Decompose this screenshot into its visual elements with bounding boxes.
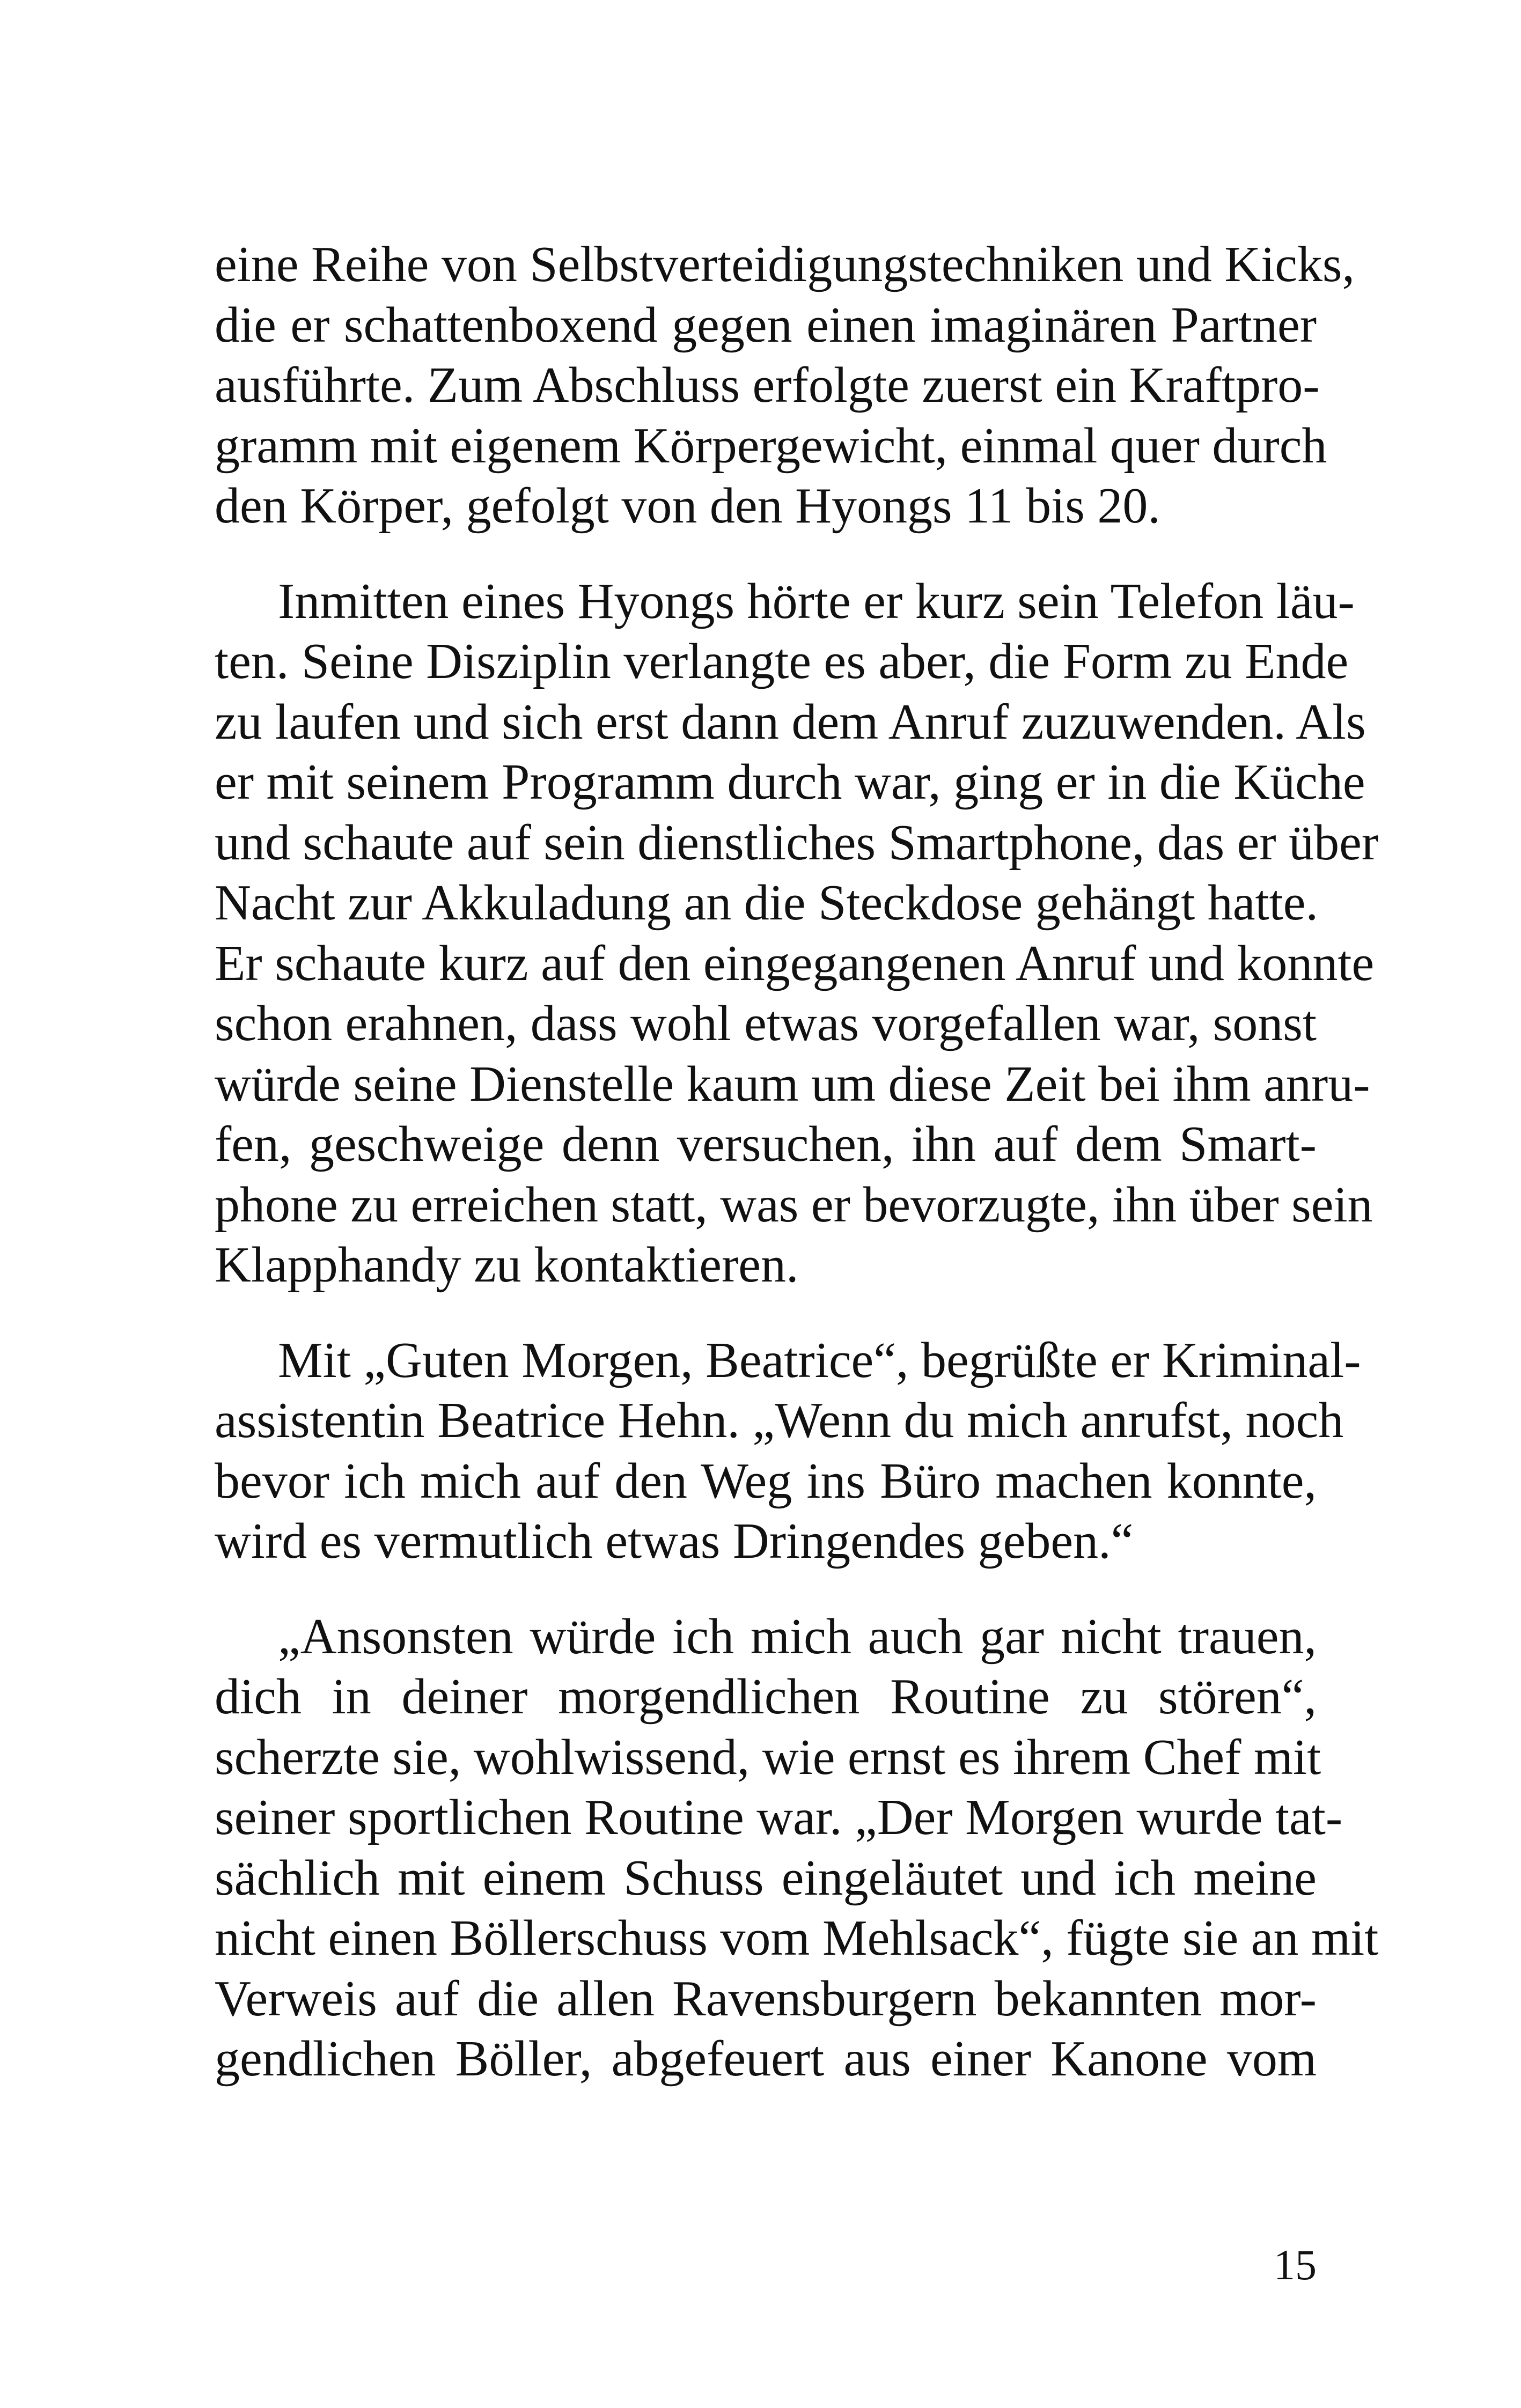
text-line: assistentin Beatrice Hehn. „Wenn du mich anrufst, noch (215, 1393, 1344, 1448)
text-line: Mit „Guten Morgen, Beatrice“, begrüßte er Kriminal- (278, 1332, 1361, 1388)
text-line: die er schattenboxend gegen einen imaginären Partner (215, 297, 1317, 353)
body-text (215, 234, 1379, 2124)
text-line: ten. Seine Disziplin verlangte es aber, die Form zu Ende (215, 634, 1349, 689)
text-line: scherzte sie, wohlwissend, wie ernst es ihrem Chef mit (215, 1729, 1321, 1785)
paragraph-4 (215, 1607, 1379, 2089)
text-line: seiner sportlichen Routine war. „Der Morgen wurde tat- (215, 1790, 1343, 1845)
text-line: dich in deiner morgendlichen Routine zu stören“, (215, 1669, 1317, 1725)
paragraph-2 (215, 571, 1379, 1295)
text-line: wird es vermutlich etwas Dringendes geben.“ (215, 1513, 1134, 1569)
text-line: zu laufen und sich erst dann dem Anruf zuzuwenden. Als (215, 694, 1366, 750)
paragraph-1 (215, 234, 1355, 536)
text-line: gramm mit eigenem Körpergewicht, einmal quer durch (215, 417, 1327, 474)
text-line: würde seine Dienstelle kaum um diese Zeit bei ihm anru- (215, 1056, 1370, 1112)
text-line: ausführte. Zum Abschluss erfolgte zuerst ein Kraftpro- (215, 357, 1320, 413)
text-line: Er schaute kurz auf den eingegangenen Anruf und konnte (215, 935, 1375, 991)
text-line: Verweis auf die allen Ravensburgern bekannten mor- (215, 1970, 1317, 2027)
paragraph-3 (215, 1330, 1361, 1572)
text-line: fen, geschweige denn versuchen, ihn auf dem Smart- (215, 1116, 1317, 1172)
text-line: nicht einen Böllerschuss vom Mehlsack“, fügte sie an mit (215, 1910, 1379, 1966)
text-line: bevor ich mich auf den Weg ins Büro machen konnte, (215, 1453, 1317, 1509)
text-line: und schaute auf sein dienstliches Smartphone, das er über (215, 814, 1379, 871)
text-line: Nacht zur Akkuladung an die Steckdose gehängt hatte. (215, 875, 1318, 931)
text-line: schon erahnen, dass wohl etwas vorgefallen war, sonst (215, 996, 1317, 1051)
text-line: sächlich mit einem Schuss eingeläutet und ich meine (215, 1850, 1317, 1906)
text-line: er mit seinem Programm durch war, ging er in die Küche (215, 754, 1365, 810)
text-line: „Ansonsten würde ich mich auch gar nicht trauen, (278, 1608, 1317, 1665)
text-line: gendlichen Böller, abgefeuert aus einer Kanone vom (215, 2031, 1317, 2087)
page-number: 15 (1274, 2242, 1317, 2289)
text-line: Klapphandy zu kontaktieren. (215, 1237, 799, 1293)
text-line: Inmitten eines Hyongs hörte er kurz sein Telefon läu- (278, 573, 1355, 629)
text-line: eine Reihe von Selbstverteidigungstechniken und Kicks, (215, 237, 1355, 292)
text-line: den Körper, gefolgt von den Hyongs 11 bis 20. (215, 478, 1160, 534)
text-line: phone zu erreichen statt, was er bevorzugte, ihn über sein (215, 1176, 1373, 1233)
